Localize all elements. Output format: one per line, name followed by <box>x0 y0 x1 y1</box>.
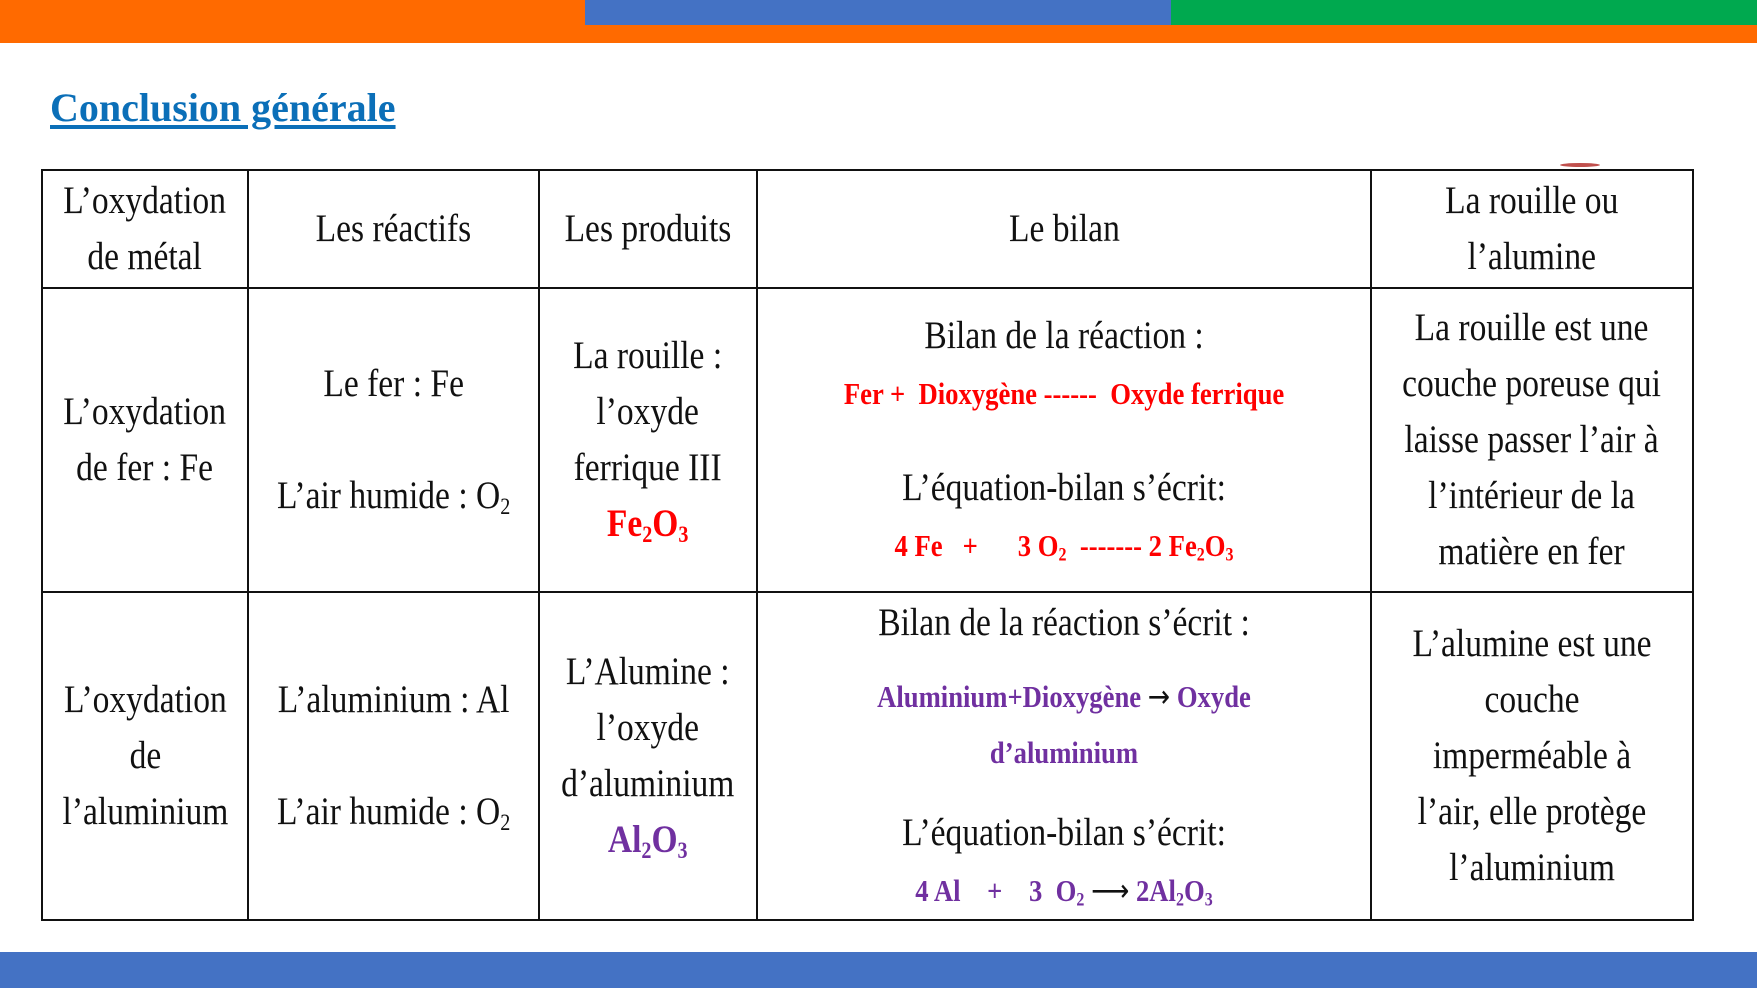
decorative-mark <box>1560 163 1600 167</box>
metal-fer-line-1: L’oxydation <box>63 390 227 433</box>
cell-bilan-aluminium <box>757 592 1371 920</box>
page-title: Conclusion générale <box>50 85 396 130</box>
bilan-al-heading: Bilan de la réaction s’écrit : <box>878 601 1250 644</box>
bilan-fer-words: Fer + Dioxygène ------ Oxyde ferrique <box>843 376 1285 411</box>
description-al-line-1: L’alumine est une <box>1412 622 1652 665</box>
top-accent-green-segment <box>1171 0 1757 25</box>
bilan-fer-heading: Bilan de la réaction : <box>924 314 1204 357</box>
produit-al-formula: $Al_2O_3$ <box>608 818 688 864</box>
reactif-al-2: L’air humide : $O_2$ <box>276 790 511 836</box>
right-arrow-icon: → <box>1147 679 1171 715</box>
cell-description-fer <box>1371 288 1693 592</box>
description-fer-line-5: matière en fer <box>1438 530 1626 573</box>
reactif-fer-2: L’air humide : $O_2$ <box>276 474 511 520</box>
description-fer-line-1: La rouille est une <box>1415 306 1649 349</box>
cell-metal-aluminium <box>42 592 248 920</box>
header-rouille-alumine <box>1371 170 1693 288</box>
conclusion-table <box>41 169 1694 921</box>
header-rouille-line-1: La rouille ou <box>1445 179 1619 222</box>
produit-fer-line-2: l’oxyde <box>596 390 700 433</box>
description-fer-line-3: laisse passer l’air à <box>1404 418 1660 461</box>
cell-produits-fer <box>539 288 757 592</box>
cell-reactifs-aluminium <box>248 592 539 920</box>
reactif-fer-1: Le fer : Fe <box>323 362 464 405</box>
metal-al-line-2: de <box>129 734 162 777</box>
header-metal-line-2: de métal <box>87 235 203 278</box>
metal-fer-line-2: de fer : Fe <box>76 446 214 489</box>
produit-al-line-3: d’aluminium <box>561 762 735 805</box>
cell-metal-fer <box>42 288 248 592</box>
bottom-accent-bar <box>0 952 1757 988</box>
cell-bilan-fer <box>757 288 1371 592</box>
cell-reactifs-fer <box>248 288 539 592</box>
cell-produits-aluminium <box>539 592 757 920</box>
header-metal <box>42 170 248 288</box>
reactif-al-1: L’aluminium : Al <box>277 678 510 721</box>
description-fer-line-2: couche poreuse qui <box>1402 362 1662 405</box>
table-header-row <box>42 170 1693 288</box>
long-arrow-icon: ⟶ <box>1091 873 1130 909</box>
table-row-aluminium <box>42 592 1693 920</box>
equation-fer-heading: L’équation-bilan s’écrit: <box>902 466 1226 509</box>
cell-description-aluminium <box>1371 592 1693 920</box>
equation-fer: 4 Fe + 3 $O_2$ ------- 2 $Fe_2O_3$ <box>894 528 1234 566</box>
metal-al-line-3: l’aluminium <box>62 790 229 833</box>
header-metal-line-1: L’oxydation <box>63 179 227 222</box>
header-produits <box>539 170 757 288</box>
description-al-line-5: l’aluminium <box>1449 846 1615 889</box>
produit-fer-line-1: La rouille : <box>573 334 723 377</box>
header-bilan <box>757 170 1371 288</box>
produit-fer-line-3: ferrique III <box>573 446 723 489</box>
top-accent-bar <box>0 0 1757 43</box>
table-row-fer <box>42 288 1693 592</box>
description-al-line-4: l’air, elle protège <box>1417 790 1647 833</box>
equation-al-heading: L’équation-bilan s’écrit: <box>902 811 1226 854</box>
description-fer-line-4: l’intérieur de la <box>1428 474 1636 517</box>
description-al-line-3: imperméable à <box>1432 734 1632 777</box>
top-accent-blue-segment <box>585 0 1171 25</box>
produit-fer-formula: $Fe_2O_3$ <box>607 502 689 548</box>
metal-al-line-1: L’oxydation <box>64 678 227 721</box>
header-bilan-label: Le bilan <box>1008 207 1120 250</box>
description-al-line-2: couche <box>1484 678 1580 721</box>
header-reactifs <box>248 170 539 288</box>
header-reactifs-label: Les réactifs <box>315 207 472 250</box>
produit-al-line-1: L’Alumine : <box>566 650 730 693</box>
header-rouille-line-2: l’alumine <box>1467 235 1597 278</box>
bilan-al-words: Aluminium+Dioxygène → Oxyde d’aluminium <box>877 679 1251 770</box>
equation-al: 4 Al + 3 $O_2$ ⟶ $2Al_2O_3$ <box>915 873 1213 911</box>
produit-al-line-2: l’oxyde <box>596 706 700 749</box>
header-produits-label: Les produits <box>564 207 732 250</box>
